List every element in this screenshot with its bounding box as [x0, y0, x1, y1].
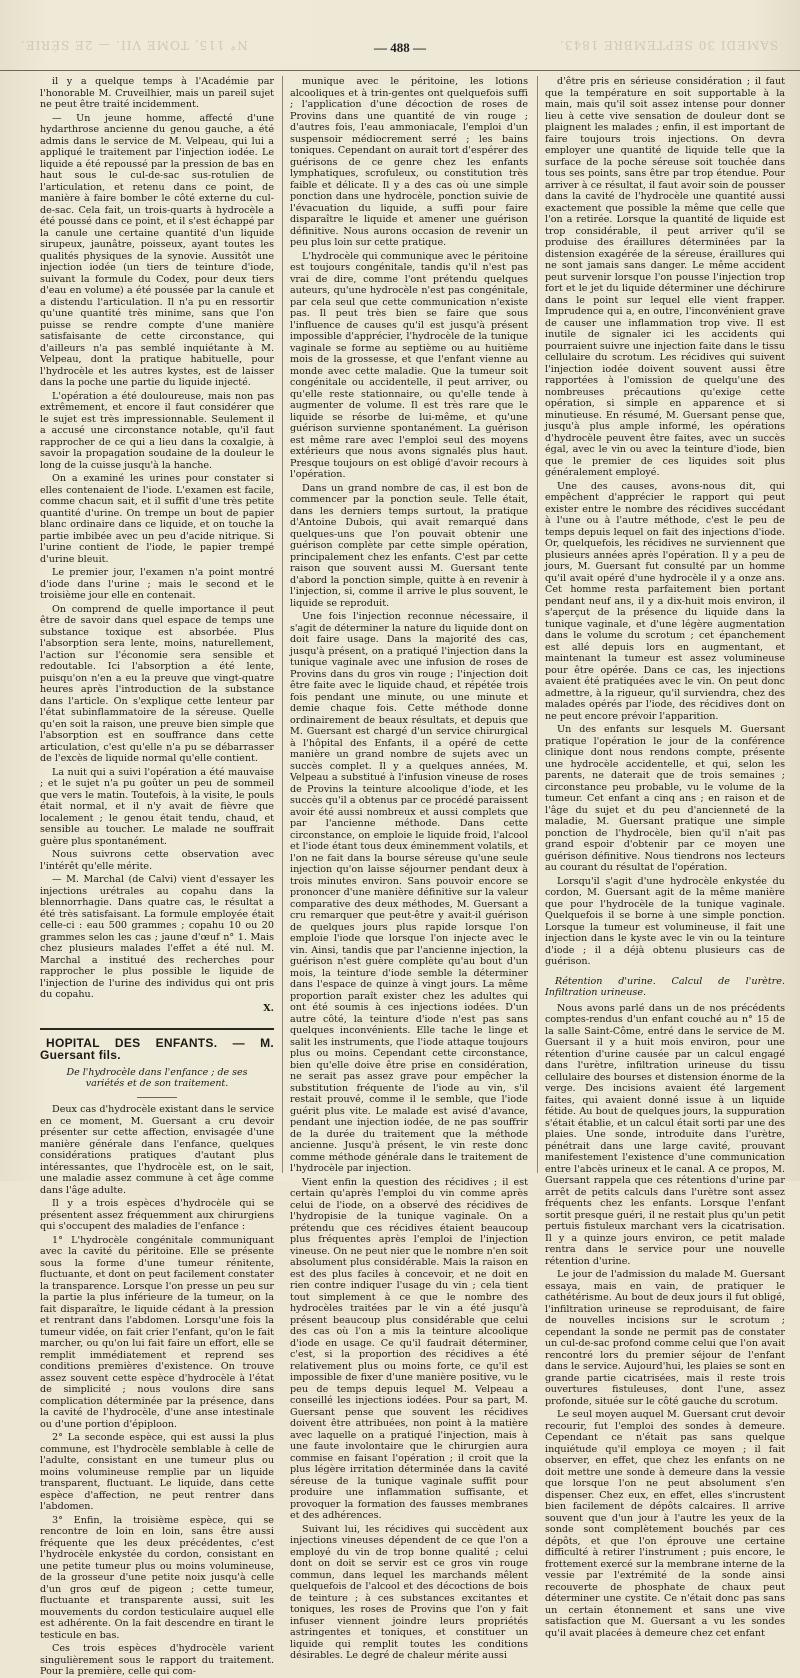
- paragraph: munique avec le péritoine, les lotions alcooliques et à trin-gentes ont quelquefois suffi ; l'application d'une décoction de roses de Provins dans une quantité de vin rouge ; d'autres fois, l'eau ammoniacale, l'emploi d'un suspensoir médiocrement serré ; les bains toniques. Cependant on aurait tort d'espérer des guérisons de ce genre chez les enfants lymphatiques, scrofuleux, ou constitution très faible et délicate. Il y a des cas où une simple ponction dans une hydrocèle, ponction suivie de l'évacuation du liquide, a suffi pour faire disparaître le liquide et amener une guérison définitive. Nous aurons occasion de revenir un peu plus loin sur cette pratique.: [290, 76, 529, 248]
- paragraph: il y a quelque temps à l'Académie par l'honorable M. Cruveilhier, mais un pareil sujet ne peut être traité incidemment.: [40, 76, 274, 110]
- subsection-title: Rétention d'urine. Calcul de l'urètre. Infiltration urineuse.: [545, 975, 785, 998]
- paragraph: 2° La seconde espèce, qui est aussi la plus commune, est l'hydrocèle semblable à celle de l'adulte, consistant en une tumeur plus ou moins volumineuse remplie par un liquide transparent, fluctuant. Le liquide, dans cette espèce d'affection, ne peut rentrer dans l'abdomen.: [40, 1432, 274, 1512]
- paragraph: La nuit qui a suivi l'opération a été mauvaise ; et le sujet n'a pu goûter un peu de sommeil que vers le matin. Toutefois, à la visite, le pouls était normal, et il n'y avait de fièvre que localement ; le genou était tendu, chaud, et sensible au toucher. Le malade ne souffrait guère plus spontanément.: [40, 766, 274, 847]
- paragraph: Le jour de l'admission du malade M. Guersant essaya, mais en vain, de pratiquer le cathétérisme. Au bout de deux jours il fut obligé, l'infiltration urineuse se reproduisant, de faire de nouvelles incisions sur le scrotum ; cependant la sonde ne permit pas de constater un cul-de-sac profond comme celui que l'on avait rencontré lors du premier séjour de l'enfant dans le service. Aujourd'hui, les plaies se sont en grande partie cicatrisées, mais il reste trois ouvertures fistuleuses, dont l'une, assez profonde, située sur le côté gauche du scrotum.: [545, 1269, 785, 1407]
- page-number: — 488 —: [374, 40, 426, 55]
- paragraph: Une fois l'injection reconnue nécessaire, il s'agit de déterminer la nature du liquide dont on doit faire usage. Dans la majorité des cas, jusqu'à présent, on a pratiqué l'injection dans la tunique vaginale avec une infusion de roses de Provins dans du gros vin rouge ; l'injection doit être faite avec le liquide chaud, et répétée trois fois pendant une minute, ou une minute et demie chaque fois. Cette méthode donne ordinairement de beaux résultats, et depuis que M. Guersant est chargé d'un service chirurgical à l'hôpital des Enfants, il a opéré de cette manière un grand nombre de sujets avec un succès complet. Il y a quelques années, M. Velpeau a substitué à l'infusion vineuse de roses de Provins la teinture alcoolique d'iode, et les succès qu'il a obtenus par ce procédé paraissent avoir été aussi nombreux et aussi complets que par l'ancienne méthode. Dans cette circonstance, on emploie le liquide froid, l'alcool et l'iode étant tous deux éminemment volatils, et l'on ne fait dans la bourse séreuse qu'une seule injection qu'on laisse séjourner pendant deux à trois minutes environ. Sans pouvoir encore se prononcer d'une manière définitive sur la valeur comparative des deux méthodes, M. Guersant a cru remarquer que peut-être y avait-il guérison de quelques jours plus rapide lorsque l'on emploie l'iode que lorsque l'on injecte avec le vin. Ainsi, tandis que par l'ancienne injection, la guérison n'est guère complète qu'au bout d'un mois, la teinture d'iode semble la déterminer dans l'espace de quinze à vingt jours. La même proportion paraît exister chez les adultes qui ont été soumis à ces injections iodées. D'un autre côté, la teinture d'iode n'est pas sans quelques inconvénients. Elle tache le linge et salit les instruments, que l'iode attaque toujours plus ou moins. Cependant cette circonstance, bien qu'elle doive être prise en considération, ne serait pas assez grave pour empêcher la substitution fréquente de l'iode au vin, s'il restait prouvé, comme il le semble, que l'iode guérit plus vite. Le malade est avisé d'avance, pendant une injection iodée, de ne pas souffrir de la durée du traitement que la méthode ancienne. Jusqu'à présent, le vin reste donc comme méthode générale dans le traitement de l'hydrocèle par injection.: [290, 611, 528, 1174]
- header-issue-info: N° 115, TOME VII. — 2E SÉRIE.: [20, 38, 248, 52]
- paragraph: 3° Enfin, la troisième espèce, qui se rencontre de loin en loin, sans être aussi fréquente que les deux précédentes, c'est l'hydrocèle enkystée du cordon, consistant en une petite tumeur plus ou moins volumineuse, de la grosseur d'une petite noix jusqu'à celle d'un gros œuf de pigeon ; cette tumeur, fluctuante et transparente aussi, suit les mouvements du cordon testiculaire auquel elle est adhérente. On la fait descendre en tirant le testicule en bas.: [40, 1514, 274, 1641]
- paragraph: Il y a trois espèces d'hydrocèle qui se présentent assez fréquemment aux chirurgiens qui s'occupent des maladies de l'enfance :: [40, 1198, 274, 1232]
- author-signature: X.: [263, 1002, 274, 1014]
- paragraph: — Un jeune homme, affecté d'une hydarthrose ancienne du genou gauche, a été admis dans le service de M. Velpeau, qui lui a appliqué le traitement par l'injection iodée. Le liquide a été repoussé par la pression de bas en haut sous le cul-de-sac sus-rotulien de l'articulation, et retenu dans ce point, de manière à faire bomber le côté externe du cul-de-sac. Cela fait, un trois-quarts à hydrocèle a été poussé dans ce point, et il s'est échappé par la canule une certaine quantité d'un liquide sirupeux, jaunâtre, poisseux, ayant toutes les qualités physiques de la synovie. Aussitôt une injection iodée (un tiers de teinture d'iode, suivant la formule du Codex, pour deux tiers d'eau en volume) a été poussée par la canule et a distendu l'articulation. Il n'a pu en ressortir qu'une quantité très minime, sans que l'on puisse se rendre compte d'une manière satisfaisante de cette circonstance, qui d'ailleurs n'a pas semblé inquiétante à M. Velpeau, dont la pratique habituelle, pour l'hydrocèle et les autres kystes, est de laisser dans la poche une partie du liquide injecté.: [40, 112, 274, 388]
- paragraph: Une des causes, avons-nous dit, qui empêchent d'apprécier le rapport qui peut exister entre le nombre des récidives succédant à l'une ou à l'autre méthode, c'est le peu de temps depuis lequel on fait des injections d'iode. Or, quelquefois, les récidives ne surviennent que plusieurs années après l'opération. Il y a peu de jours, M. Guersant fut consulté par un homme qu'il avait opéré d'une hydrocèle il y a onze ans. Cet homme resta parfaitement bien portant pendant neuf ans, il y a dix-huit mois environ, il s'aperçut de la présence du liquide dans la tunique vaginale, et d'une légère augmentation dans le volume du scrotum ; cet épanchement est allé depuis lors en augmentant, et maintenant la tumeur est assez volumineuse pour être opérée. Dans ce cas, les injections avaient été pratiquées avec le vin. On peut donc admettre, à la rigueur, qu'il surviendra, chez des malades opérés par l'iode, des récidives dont on ne peut encore prévoir l'apparition.: [545, 480, 785, 722]
- paragraph: Vient enfin la question des récidives ; il est certain qu'après l'emploi du vin comme après celui de l'iode, on a observé des récidives de l'hydropisie de la tunique vaginale. On a prétendu que ces récidives étaient beaucoup plus fréquentes après l'emploi de l'injection vineuse. On ne peut nier que le nombre n'en soit absolument plus considérable. Mais la raison en est des plus faciles à concevoir, et ne doit en rien contre indiquer l'usage du vin ; cela tient tout simplement à ce que le nombre des hydrocèles traitées par le vin a été jusqu'à présent beaucoup plus considérable que celui des cas où l'on a mis la teinture alcoolique d'iode en usage. Ce qu'il faudrait déterminer, c'est, si la proportion des récidives a été relativement plus ou moins forte, ce qu'il est impossible de fixer d'une manière positive, vu le peu de temps depuis lequel M. Velpeau a conseillé les injections iodées. Pour sa part, M. Guersant pense que souvent les récidives doivent être attribuées, non point à la matière avec laquelle on a pratiqué l'injection, mais à une faute involontaire que le chirurgien aura commise en faisant l'opération ; il croit que la plus légère irritation déterminée dans la cavité séreuse de la tunique vaginale suffit pour produire une inflammation suffisante, et provoquer la formation des fausses membranes et des adhérences.: [290, 1176, 528, 1521]
- paragraph: Le premier jour, l'examen n'a point montré d'iode dans l'urine ; mais le second et le troisième jour elle en contenait.: [40, 567, 274, 601]
- paragraph: Nous suivrons cette observation avec l'intérêt qu'elle mérite.: [40, 849, 274, 872]
- column-divider: [282, 76, 283, 1173]
- paragraph: Dans un grand nombre de cas, il est bon de commencer par la ponction seule. Telle était, dans les derniers temps surtout, la pratique d'Antoine Dubois, qui avait remarqué dans quelques-uns que l'on pouvait obtenir une guérison complète par cette simple opération, principalement chez les enfants. C'est par cette raison que souvent aussi M. Guersant tente d'abord la ponction simple, quitte à en revenir à l'injection, si, comme il arrive le plus souvent, le liquide se reproduit.: [290, 482, 528, 609]
- paragraph: Ces trois espèces d'hydrocèle varient singulièrement sous le rapport du traitement. Pour la première, celle qui com-: [40, 1643, 274, 1677]
- paragraph: Le seul moyen auquel M. Guersant crut devoir recourir, fut l'emploi des sondes à demeure. Cependant ce n'était pas sans quelque inquiétude qu'il employa ce moyen ; il fait observer, en effet, que chez les enfants on ne doit mettre une sonde à demeure dans la vessie que lorsque l'on ne peut absolument s'en dispenser. Chez eux, en effet, elles s'incrustent bien facilement de dépôts calcaires. Il arrive souvent que d'un jour à l'autre les yeux de la sonde sont complètement bouchés par ces dépôts, et que l'on éprouve une certaine difficulté à retirer l'instrument ; puis encore, le frottement exercé sur la membrane interne de la vessie par l'extrémité de la sonde ainsi recouverte de phosphate de chaux peut déterminer une cystite. Ce n'était donc pas sans un certain étonnement et sans une vive satisfaction que M. Guersant a vu les sondes qu'il avait placées à demeure chez cet enfant: [545, 1409, 785, 1639]
- paragraph: L'opération a été douloureuse, mais non pas extrêmement, et encore il faut considérer que le sujet est très impressionnable. Seulement il a accusé une circonstance notable, qu'il faut rapprocher de ce qui a lieu dans la coxalgie, à savoir la propagation soudaine de la douleur le long de la cuisse jusqu'à la hanche.: [40, 390, 274, 471]
- column-1: [40, 76, 274, 1677]
- paragraph: On a examiné les urines pour constater si elles contenaient de l'iode. L'examen est facile, comme chacun sait, et il suffit d'une très petite quantité d'urine. On trempe un bout de papier blanc ordinaire dans ce liquide, et on touche la partie imbibée avec un peu d'acide nitrique. Si l'urine contient de l'iode, le papier trempé d'urine bleuit.: [40, 473, 274, 565]
- column-divider: [537, 76, 538, 1173]
- paragraph: 1° L'hydrocèle congénitale communiquant avec la cavité du péritoine. Elle se présente sous la forme d'une tumeur rénitente, fluctuante, et dont on peut facilement constater la transparence. Lorsque l'on presse un peu sur la partie la plus inférieure de la tumeur, on la fait disparaître, le liquide cédant à la pression et rentrant dans l'abdomen. Lorsqu'une fois la tumeur vidée, on fait crier l'enfant, qu'on le fait marcher, ou qu'on lui fait faire un effort, elle se remplit immédiatement et reprend ses conditions premières d'existence. On trouve assez souvent cette espèce d'hydrocèle à l'état de simplicité ; nous voulons dire sans complication déterminée par la présence, dans la cavité de l'hydrocèle, d'une anse intestinale ou d'une portion d'épiploon.: [40, 1234, 274, 1430]
- paragraph: Lorsqu'il s'agit d'une hydrocèle enkystée du cordon, M. Guersant agit de la même manière que pour l'hydrocèle de la tunique vaginale. Quelquefois il se borne à une simple ponction. Lorsque la tumeur est volumineuse, il fait une injection dans le kyste avec le vin ou la teinture d'iode ; il a déjà obtenu plusieurs cas de guérison.: [545, 875, 785, 967]
- paragraph: Un des enfants sur lesquels M. Guersant pratique l'opération le jour de la conférence clinique dont nous rendons compte, présente une hydrocèle accidentelle, et qui, selon les parents, ne daterait que de trois semaines ; circonstance peu probable, vu le volume de la tumeur. Cet enfant a cinq ans ; en raison et de l'âge du sujet et du peu d'ancienneté de la maladie, M. Guersant pratique une simple ponction de l'hydrocèle, bien qu'il n'ait pas grand espoir d'obtenir par ce moyen une guérison définitive. Nous tiendrons nos lecteurs au courant du résultat de l'opération.: [545, 724, 785, 873]
- paragraph: Suivant lui, les récidives qui succèdent aux injections vineuses dépendent de ce que l'on a employé du vin de trop bonne qualité ; celui dont on doit se servir est ce gros vin rouge commun, dans lequel les marchands mêlent quelquefois de l'alcool et des décoctions de bois de teinture ; à ces substances excitantes et toniques, les roses de Provins que l'on y fait infuser viennent joindre leurs propriétés astringentes et toniques, et constituer un liquide qui remplit toutes les conditions désirables. Le degré de chaleur mérite aussi: [290, 1523, 528, 1661]
- divider: [137, 1097, 177, 1098]
- paragraph: On comprend de quelle importance il peut être de savoir dans quel espace de temps une substance toxique est absorbée. Plus l'absorption sera lente, moins, naturellement, l'action sur l'économie sera sensible et redoutable. Ici l'absorption a été lente, puisqu'on n'en a eu la preuve que vingt-quatre heures après l'introduction de la substance dans l'article. On s'explique cette lenteur par l'état subinflammatoire de la séreuse. Quelle qu'en soit la raison, une preuve bien simple que l'absorption est en souffrance dans cette articulation, c'est qu'elle n'a pu se débarrasser de l'excès de liquide normal qu'elle contient.: [40, 603, 274, 764]
- column-3: [545, 76, 785, 1639]
- section-title: HOPITAL DES ENFANTS. — M. Guersant fils.: [40, 1028, 274, 1061]
- paragraph: d'être pris en sérieuse considération ; il faut que la température en soit supportable à la main, mais qu'il soit assez intense pour donner lieu à cette vive sensation de douleur dont se plaignent les malades ; enfin, il est important de faire toujours trois injections. On devra employer une quantité de liquide telle que la surface de la poche séreuse soit touchée dans tous ses points, sans être par trop étendue. Pour arriver à ce résultat, il faut avoir soin de pousser dans la cavité de l'hydrocèle une quantité aussi exactement que possible la même que celle que l'on a retirée. Lorsque la quantité de liquide est trop considérable, il peut arriver qu'il se produise des éraillures déterminées par la distension exagérée de la séreuse, éraillures qui ne sont jamais sans danger. Le même accident peut survenir lorsque l'on pousse l'injection trop fort et le jet du liquide déterminer une déchirure dans le point sur lequel elle vient frapper. Imprudence qui a, en outre, l'inconvénient grave de causer une inflammation trop vive. Il est inutile de signaler ici les accidents qui pourraient suivre une injection faite dans le tissu cellulaire du scrotum. Les récidives qui suivent l'injection iodée doivent souvent aussi être rapportées à l'omission de quelqu'une des nombreuses précautions qu'exige cette opération, si simple en apparence et si minutieuse. En résumé, M. Guersant pense que, jusqu'à plus ample informé, les opérations d'hydrocèle peuvent être faites, avec un succès égal, avec le vin ou avec la teinture d'iode, bien que le premier de ces liquides soit plus généralement employé.: [545, 76, 785, 478]
- paragraph: Nous avons parlé dans un de nos précédents comptes-rendus d'un enfant couché au n° 15 de la salle Saint-Côme, entré dans le service de M. Guersant il y a huit mois environ, pour une rétention d'urine causée par un calcul engagé dans l'urètre, infiltration urineuse du tissu cellulaire des bourses et distension énorme de la verge. Des incisions avaient été largement faites, qui avaient donné issue à un liquide fétide. Au bout de quelques jours, la suppuration s'était établie, et un calcul était sorti par une des plaies. Une sonde, introduite dans l'urètre, pénétrait dans une large cavité, prouvant manifestement l'existence d'une communication entre l'abcès urineux et le canal. A ce propos, M. Guersant rappela que ces rétentions d'urine par arrêt de petits calculs dans l'urètre sont assez fréquents chez les enfants. Lorsque l'enfant sortit presque guéri, il ne restait plus qu'un petit pertuis fistuleux marchant vers la cicatrisation. Il y a quinze jours environ, ce petit malade rentra dans le service pour une nouvelle rétention d'urine.: [545, 1002, 785, 1267]
- paragraph: — M. Marchal (de Calvi) vient d'essayer les injections urétrales au copahu dans la blennorrhagie. Dans quatre cas, le résultat a été très satisfaisant. La formule employée était celle-ci : eau 500 grammes ; copahu 10 ou 20 grammes selon les cas ; jaune d'œuf n° 1. Mais chez plusieurs malades l'effet a été nul. M. Marchal a institué des recherches pour rapprocher le plus possible le liquide de l'injection de l'urine des individus qui ont pris du copahu.: [40, 874, 274, 1000]
- page-header: [0, 0, 800, 71]
- paragraph: Deux cas d'hydrocèle existant dans le service en ce moment, M. Guersant a cru devoir présenter sur cette affection, envisagée d'une manière générale dans l'enfance, quelques considérations pratiques d'autant plus intéressantes, que l'hydrocèle est, on le sait, une maladie assez commune à cet âge comme dans l'âge adulte.: [40, 1104, 274, 1196]
- column-2: [290, 76, 529, 1661]
- header-date: SAMEDI 30 SEPTEMBRE 1843.: [558, 38, 778, 52]
- paragraph: L'hydrocèle qui communique avec le péritoine est toujours congénitale, tandis qu'il n'est pas vrai de dire, comme l'ont prétendu quelques auteurs, qu'une hydrocèle n'est pas congénitale, par cela seul que cette communication n'existe pas. Il peut très bien se faire que sous l'influence de causes qu'il est jusqu'à présent impossible d'apprécier, l'hydrocèle de la tunique vaginale se forme au septième ou au huitième mois de la grossesse, et que l'enfant vienne au monde avec cette maladie. Que la tumeur soit congénitale ou accidentelle, il peut arriver, ou qu'elle reste stationnaire, ou qu'elle tende à augmenter de volume. Il est très rare que le liquide se résorbe de lui-même, et qu'une guérison survienne spontanément. La guérison est même rare avec l'emploi seul des moyens extérieurs que nous avons signalés plus haut. Presque toujours on est obligé d'avoir recours à l'opération.: [290, 250, 528, 480]
- section-subtitle: De l'hydrocèle dans l'enfance ; de ses variétés et de son traitement.: [66, 1067, 248, 1089]
